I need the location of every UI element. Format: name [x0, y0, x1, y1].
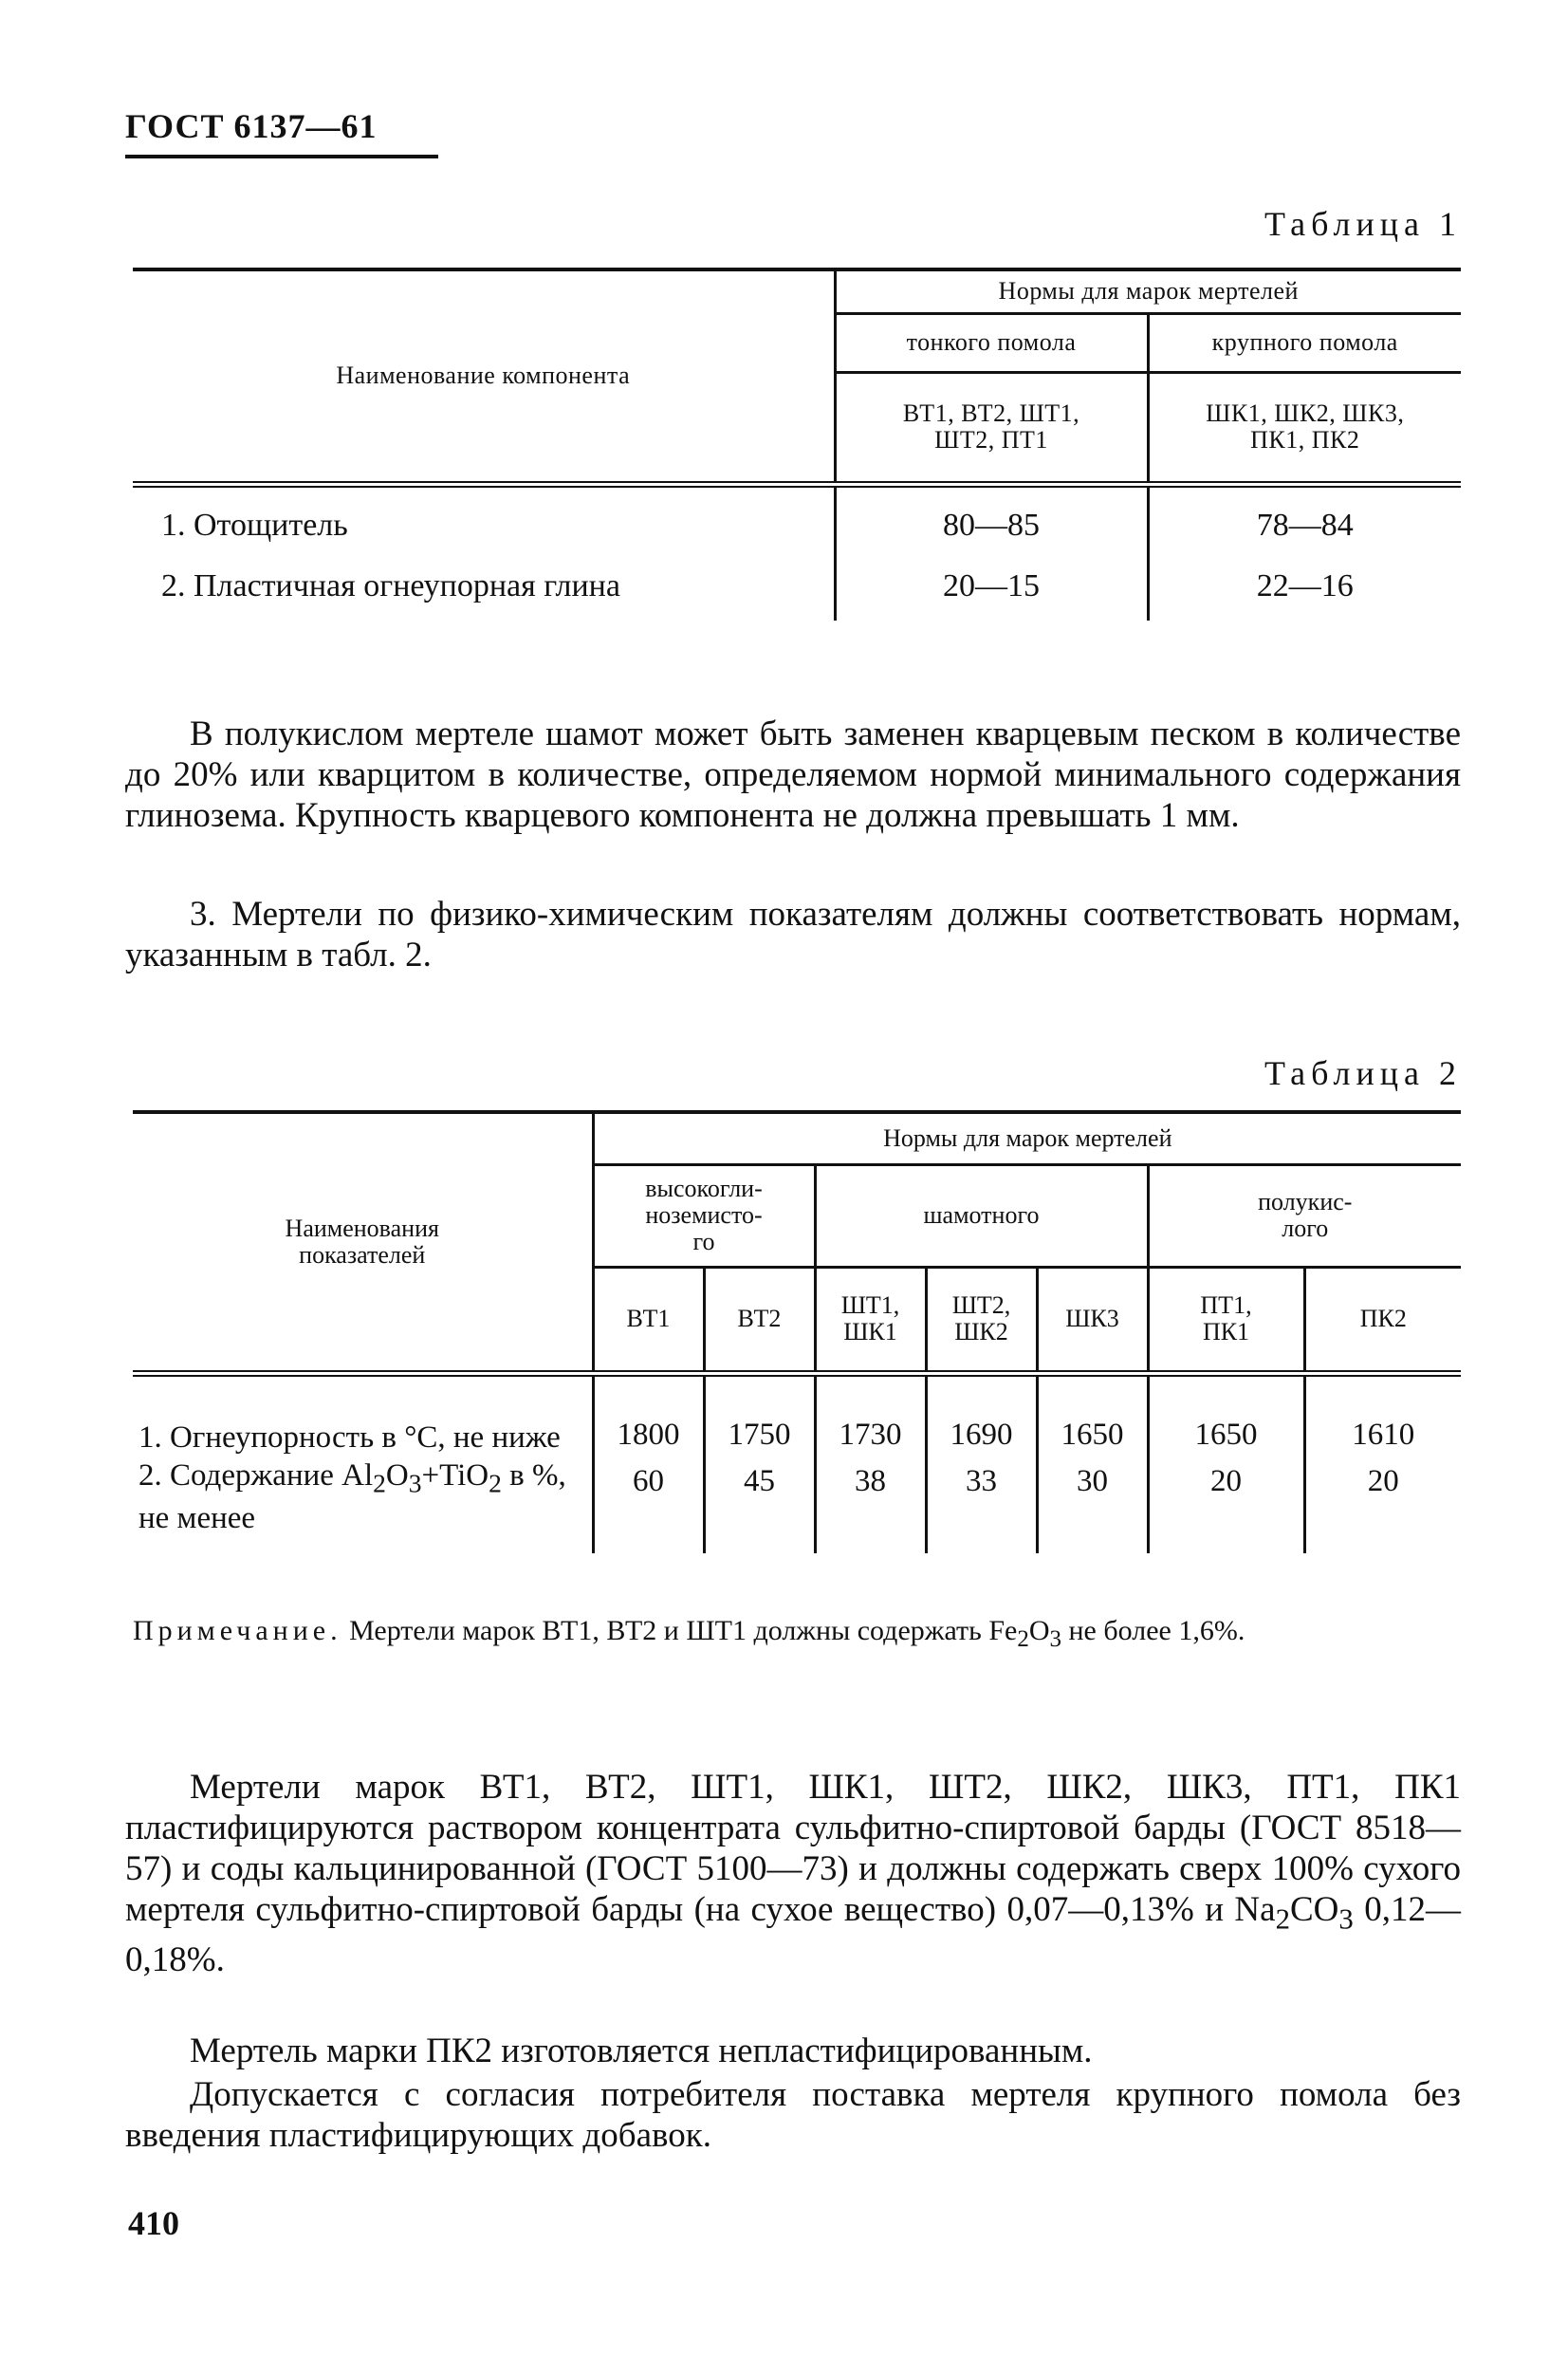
table2 [133, 1110, 1461, 1553]
page-number: 410 [128, 2204, 179, 2242]
table2-caption: Таблица 2 [1264, 1054, 1462, 1092]
table-row [133, 484, 1461, 552]
table2-brand: ПТ1, ПК1 [1148, 1267, 1304, 1373]
row-value: 22—16 [1148, 552, 1461, 621]
paragraph-quartz: В полукислом мертеле шамот может быть заменен кварцевым песком в количестве до 20% или кварцитом в количестве, определяемом нормой минимального содержания глинозема. Крупность кварцевого компонента не должна превышать 1 мм. [125, 714, 1461, 835]
row-value: 1650 [1148, 1373, 1304, 1458]
row-name: 1. Огнеупорность в °С, не ниже [138, 1420, 561, 1455]
table2-sub-semiacid: полукис- лого [1148, 1164, 1461, 1267]
table1-brands-coarse: ШК1, ШК2, ШК3, ПК1, ПК2 [1148, 372, 1461, 484]
standard-header: ГОСТ 6137—61 [125, 107, 378, 145]
paragraph-plasticization: Мертели марок ВТ1, ВТ2, ШТ1, ШК1, ШТ2, ШК2, ШК3, ПТ1, ПК1 пластифицируются раствором концентрата сульфитно-спиртовой барды (ГОСТ 8518—57) и соды кальцинированной (ГОСТ 5100—73) и должны содержать сверх 100% сухого мертеля сульфитно-спиртовой барды (на сухое вещество) 0,07—0,13% и $Na_2CO_3$ 0,12—0,18%. [125, 1768, 1462, 1980]
row-value: 60 [593, 1458, 704, 1553]
row-value: 1800 [593, 1373, 704, 1458]
table1-group-header: Нормы для марок мертелей [835, 269, 1461, 313]
row-value: 80—85 [835, 484, 1148, 552]
table1-sub-fine: тонкого помола [835, 313, 1148, 372]
table2-sub-chamotte: шамотного [815, 1164, 1148, 1267]
table1 [133, 268, 1461, 621]
row-name: 1. Отощитель [161, 507, 348, 543]
row-name: 2. Содержание $Al_2O_3+TiO_2$ в %, не менее [138, 1458, 566, 1535]
row-value: 78—84 [1148, 484, 1461, 552]
header-rule [125, 155, 438, 158]
paragraph-table2-ref: 3. Мертели по физико-химическим показателям должны соответствовать нормам, указанным в табл. 2. [125, 895, 1461, 974]
paragraph-supply: Допускается с согласия потребителя поставка мертеля крупного помола без введения пластифицирующих добавок. [125, 2075, 1461, 2155]
row-value: 33 [926, 1458, 1037, 1553]
row-name: 2. Пластичная огнеупорная глина [161, 568, 620, 603]
row-value: 20 [1148, 1458, 1304, 1553]
table-row [133, 1373, 1461, 1458]
table2-note: Примечание. Мертели марок ВТ1, ВТ2 и ШТ1 должны содержать $Fe_2O_3$ не более 1,6%. [133, 1615, 1245, 1652]
table2-brand: ПК2 [1304, 1267, 1461, 1373]
table1-caption: Таблица 1 [1264, 205, 1462, 243]
table2-group-header: Нормы для марок мертелей [593, 1112, 1461, 1164]
row-value: 1750 [704, 1373, 815, 1458]
row-value: 30 [1037, 1458, 1148, 1553]
table2-brand: ВТ2 [704, 1267, 815, 1373]
table2-brand: ШТ1, ШК1 [815, 1267, 926, 1373]
table1-brands-fine: ВТ1, ВТ2, ШТ1, ШТ2, ПТ1 [835, 372, 1148, 484]
table1-sub-coarse: крупного помола [1148, 313, 1461, 372]
table2-sub-alumina: высокогли- ноземисто- го [593, 1164, 815, 1267]
paragraph-pk2: Мертель марки ПК2 изготовляется непластифицированным. [190, 2032, 1093, 2070]
row-value: 20—15 [835, 552, 1148, 621]
table2-col-name: Наименования показателей [133, 1112, 593, 1373]
row-value: 20 [1304, 1458, 1461, 1553]
row-value: 1730 [815, 1373, 926, 1458]
row-value: 45 [704, 1458, 815, 1553]
table1-col-name: Наименование компонента [133, 269, 835, 484]
table2-brand: ШК3 [1037, 1267, 1148, 1373]
row-value: 1690 [926, 1373, 1037, 1458]
table-row [133, 552, 1461, 621]
row-value: 1650 [1037, 1373, 1148, 1458]
row-value: 1610 [1304, 1373, 1461, 1458]
row-value: 38 [815, 1458, 926, 1553]
table2-brand: ШТ2, ШК2 [926, 1267, 1037, 1373]
table-row [133, 1458, 1461, 1553]
table2-brand: ВТ1 [593, 1267, 704, 1373]
